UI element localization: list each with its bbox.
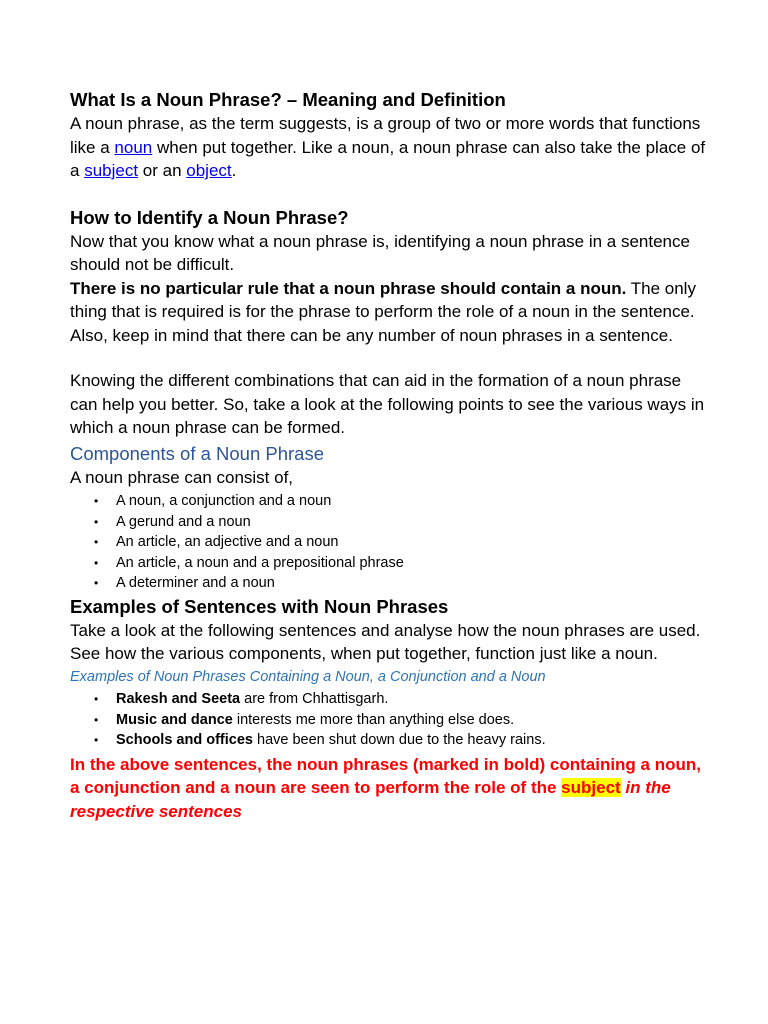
text-run: are from Chhattisgarh. [240, 690, 389, 707]
definition-paragraph [70, 112, 708, 183]
text-run: . [231, 161, 237, 180]
italic-text-run: in the respective sentences [70, 778, 671, 821]
examples-paragraph: Take a look at the following sentences and analyse how the noun phrases are used. See how the various components, when put together, function just like a noun. [70, 620, 701, 664]
identify-paragraph-3: Knowing the different combinations that can aid in the formation of a noun phrase can help you better. So, take a look at the following points to see the various ways in which a noun phrase can be formed. [70, 371, 705, 437]
text-run: In the above sentences, the noun phrases (marked in bold) containing a noun, a conjunction and a noun are seen to perform the role of the [70, 754, 701, 798]
components-intro: A noun phrase can consist of, [70, 467, 294, 487]
examples-subheading: Examples of Noun Phrases Containing a Noun, a Conjunction and a Noun [70, 668, 546, 685]
list-item [94, 710, 708, 731]
text-run: when put together. Like a noun, a noun phrase can also take the place of a [70, 137, 706, 180]
identify-paragraph-2 [70, 277, 708, 348]
highlighted-subject: subject [561, 778, 621, 798]
bold-rule-text: There is no particular rule that a noun phrase should contain a noun. [70, 278, 627, 298]
noun-link[interactable]: noun [114, 137, 153, 157]
text-run: have been shut down due to the heavy rains. [252, 732, 546, 749]
list-item: • An article, an adjective and a noun [94, 532, 708, 553]
text-run: interests me more than anything else does. [232, 711, 515, 728]
red-note-paragraph [70, 753, 708, 824]
list-item: • A gerund and a noun [94, 512, 708, 533]
object-link[interactable]: object [186, 161, 232, 180]
subject-link[interactable]: subject [84, 161, 139, 180]
section-heading-meaning: What Is a Noun Phrase? – Meaning and Definition [70, 89, 506, 110]
section-heading-examples: Examples of Sentences with Noun Phrases [70, 595, 449, 617]
noun-phrase-bold: Schools and offices [116, 732, 253, 749]
text-run: The only thing that is required is for the phrase to perform the role of a noun in the sentence. Also, keep in mind that there can be any number of noun phrases in a sentence. [70, 278, 696, 345]
components-list [70, 491, 708, 594]
identify-paragraph-1: Now that you know what a noun phrase is, identifying a noun phrase in a sentence should not be difficult. [70, 231, 690, 274]
list-item [94, 730, 708, 751]
list-item: • A noun, a conjunction and a noun [94, 491, 708, 512]
list-item [94, 689, 708, 710]
section-heading-components: Components of a Noun Phrase [70, 442, 325, 464]
list-item: • A determiner and a noun [94, 573, 708, 594]
examples-list [70, 689, 708, 751]
text-run: A noun phrase, as the term suggests, is a group of two or more words that functions like a [70, 114, 701, 157]
noun-phrase-bold: Rakesh and Seeta [116, 690, 241, 707]
section-heading-identify: How to Identify a Noun Phrase? [70, 206, 349, 228]
text-run: or an [138, 161, 187, 180]
spacer [70, 183, 708, 206]
list-item: • An article, a noun and a prepositional phrase [94, 553, 708, 574]
noun-phrase-bold: Music and dance [116, 711, 233, 728]
spacer [70, 347, 708, 369]
